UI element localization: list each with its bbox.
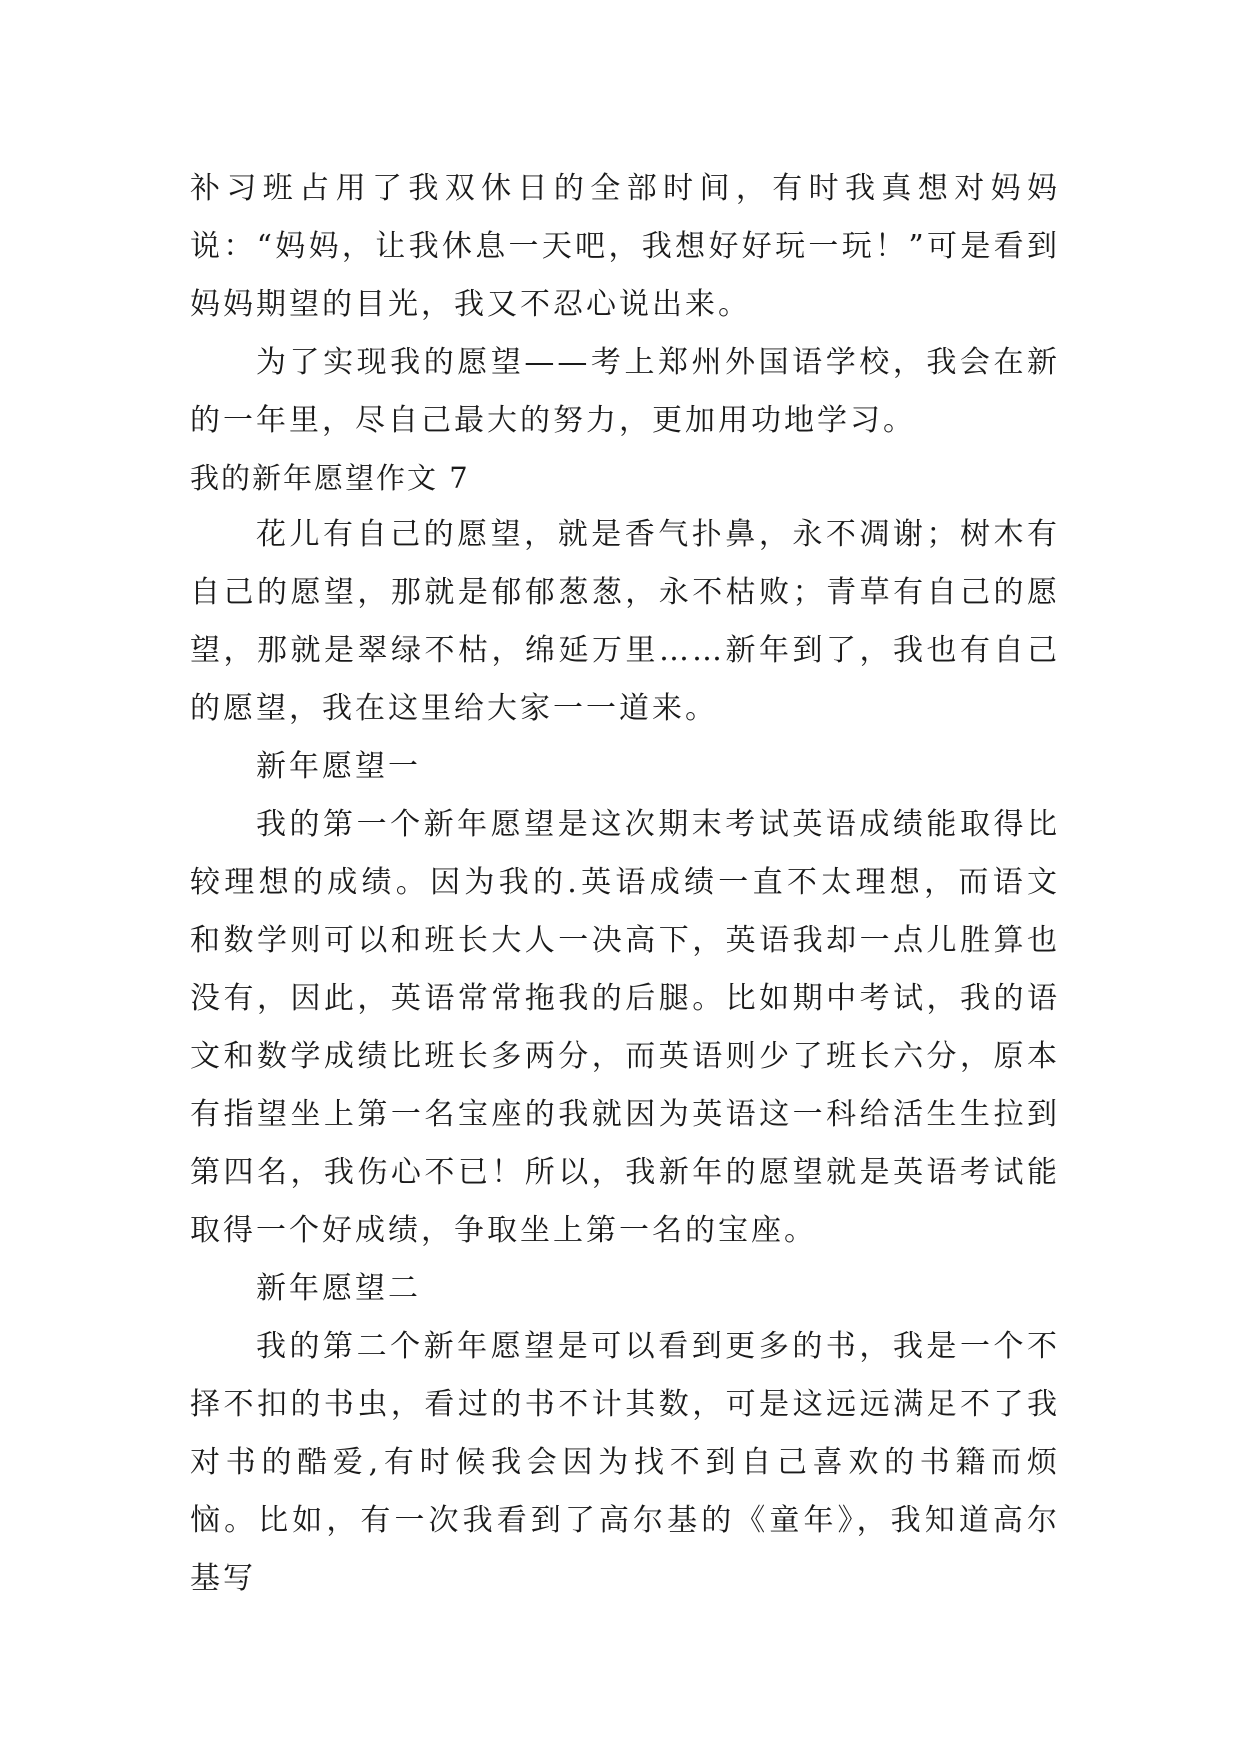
- paragraph-4: 我的第一个新年愿望是这次期末考试英语成绩能取得比较理想的成绩。因为我的.英语成绩一直不太理想，而语文和数学则可以和班长大人一决高下，英语我却一点儿胜算也没有，因此，英语常常拖我的后腿。比如期中考试，我的语文和数学成绩比班长多两分，而英语则少了班长六分，原本有指望坐上第一名宝座的我就因为英语这一科给活生生拉到第四名，我伤心不已！所以，我新年的愿望就是英语考试能取得一个好成绩，争取坐上第一名的宝座。: [190, 807, 1060, 1248]
- section-heading: 我的新年愿望作文 7: [190, 461, 470, 495]
- subheading-wish-1: 新年愿望一: [256, 749, 421, 784]
- subheading-wish-2: 新年愿望二: [256, 1271, 421, 1306]
- document-page: [190, 160, 1060, 1608]
- paragraph-3: 花儿有自己的愿望，就是香气扑鼻，永不凋谢；树木有自己的愿望，那就是郁郁葱葱，永不枯败；青草有自己的愿望，那就是翠绿不枯，绵延万里……新年到了，我也有自己的愿望，我在这里给大家一一道来。: [190, 517, 1060, 726]
- paragraph-2: 为了实现我的愿望——考上郑州外国语学校，我会在新的一年里，尽自己最大的努力，更加用功地学习。: [190, 345, 1060, 438]
- paragraph-1: 补习班占用了我双休日的全部时间，有时我真想对妈妈说：“妈妈，让我休息一天吧，我想好好玩一玩！”可是看到妈妈期望的目光，我又不忍心说出来。: [190, 171, 1060, 322]
- paragraph-5: 我的第二个新年愿望是可以看到更多的书，我是一个不择不扣的书虫，看过的书不计其数，可是这远远满足不了我对书的酷爱,有时候我会因为找不到自己喜欢的书籍而烦恼。比如，有一次我看到了高尔基的《童年》，我知道高尔基写: [190, 1329, 1060, 1596]
